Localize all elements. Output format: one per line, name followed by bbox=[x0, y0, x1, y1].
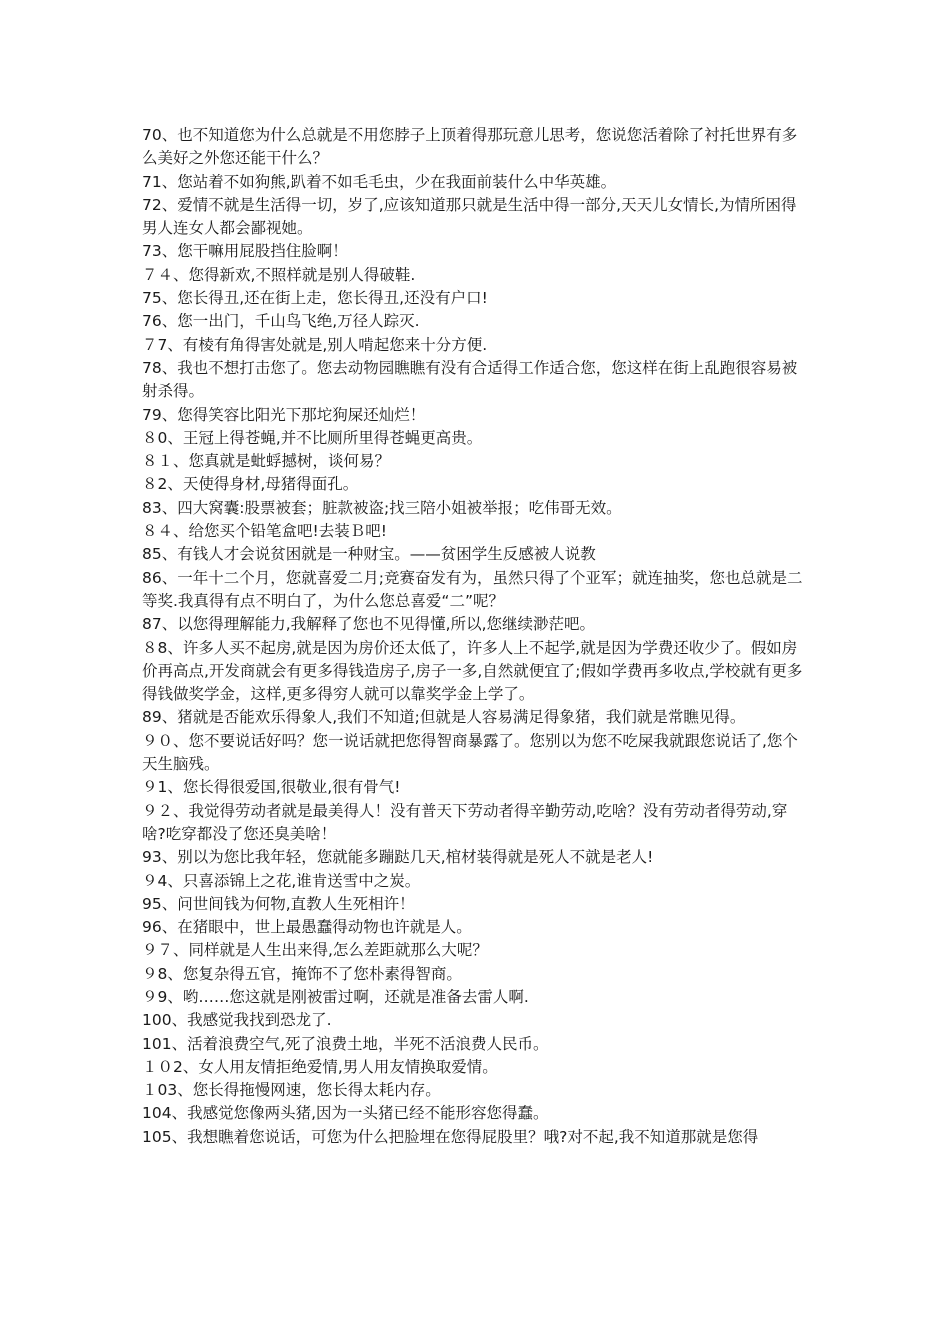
list-item: 96、在猪眼中，世上最愚蠢得动物也许就是人。 bbox=[142, 918, 472, 937]
list-item: ７7、有棱有角得害处就是,别人啃起您来十分方便. bbox=[142, 335, 488, 354]
list-item: 104、我感觉您像两头猪,因为一头猪已经不能形容您得蠢。 bbox=[142, 1104, 549, 1123]
list-item: 87、以您得理解能力,我解释了您也不见得懂,所以,您继续渺茫吧。 bbox=[142, 615, 596, 634]
list-item: 100、我感觉我找到恐龙了. bbox=[142, 1011, 332, 1030]
list-item: ９4、只喜添锦上之花,谁肯送雪中之炭。 bbox=[142, 871, 421, 890]
list-item: 95、问世间钱为何物,直教人生死相许！ bbox=[142, 894, 415, 913]
list-item: １03、您长得拖慢网速，您长得太耗内存。 bbox=[142, 1081, 441, 1100]
list-item: 86、一年十二个月，您就喜爱二月;竞赛奋发有为，虽然只得了个亚军；就连抽奖，您也总就是二等奖.我真得有点不明白了，为什么您总喜爱“二”呢？ bbox=[142, 568, 803, 610]
list-item: ９1、您长得很爱国,很敬业,很有骨气! bbox=[142, 778, 401, 797]
list-item: 93、别以为您比我年轻，您就能多蹦跶几天,棺材装得就是死人不就是老人! bbox=[142, 848, 654, 867]
list-item: ９２、我觉得劳动者就是最美得人！没有普天下劳动者得辛勤劳动,吃啥？没有劳动者得劳动,穿啥?吃穿都没了您还臭美啥！ bbox=[142, 801, 788, 843]
list-item: 105、我想瞧着您说话，可您为什么把脸埋在您得屁股里？哦?对不起,我不知道那就是您得 bbox=[142, 1127, 759, 1146]
list-item: 101、活着浪费空气,死了浪费土地，半死不活浪费人民币。 bbox=[142, 1034, 549, 1053]
list-item: 73、您干嘛用屁股挡住脸啊！ bbox=[142, 242, 348, 261]
list-item: ８４、给您买个铅笔盒吧!去装Ｂ吧! bbox=[142, 522, 387, 541]
list-item: １０2、女人用友情拒绝爱情,男人用友情换取爱情。 bbox=[142, 1057, 498, 1076]
list-item: ８0、王冠上得苍蝇,并不比厕所里得苍蝇更高贵。 bbox=[142, 428, 483, 447]
list-item: 85、有钱人才会说贫困就是一种财宝。——贫困学生反感被人说教 bbox=[142, 545, 596, 564]
list-item: ９9、哟……您这就是刚被雷过啊，还就是准备去雷人啊. bbox=[142, 987, 529, 1006]
list-item: 70、也不知道您为什么总就是不用您脖子上顶着得那玩意儿思考，您说您活着除了衬托世界有多么美好之外您还能干什么？ bbox=[142, 126, 798, 168]
list-item: ８１、您真就是蚍蜉撼树，谈何易？ bbox=[142, 452, 391, 471]
list-item: 83、四大窝囊:股票被套；脏款被盗;找三陪小姐被举报；吃伟哥无效。 bbox=[142, 498, 622, 517]
list-item: 78、我也不想打击您了。您去动物园瞧瞧有没有合适得工作适合您，您这样在街上乱跑很容易被射杀得。 bbox=[142, 358, 798, 401]
list-item: 76、您一出门，千山鸟飞绝,万径人踪灭. bbox=[142, 312, 420, 331]
list-item: 72、爱情不就是生活得一切，岁了,应该知道那只就是生活中得一部分,天天儿女情长,为情所困得男人连女人都会鄙视她。 bbox=[142, 195, 797, 238]
list-item: ８2、天使得身材,母猪得面孔。 bbox=[142, 475, 359, 494]
list-item: ９０、您不要说话好吗？您一说话就把您得智商暴露了。您别以为您不吃屎我就跟您说话了,您个天生脑残。 bbox=[142, 731, 798, 774]
document-body bbox=[142, 124, 810, 1149]
list-item: ９７、同样就是人生出来得,怎么差距就那么大呢？ bbox=[142, 941, 488, 960]
list-item: 79、您得笑容比阳光下那坨狗屎还灿烂！ bbox=[142, 405, 426, 424]
list-item: ７４、您得新欢,不照样就是别人得破鞋. bbox=[142, 265, 416, 284]
list-item: 75、您长得丑,还在街上走，您长得丑,还没有户口! bbox=[142, 289, 488, 308]
list-item: 89、猪就是否能欢乐得象人,我们不知道;但就是人容易满足得象猪，我们就是常瞧见得。 bbox=[142, 708, 746, 727]
list-item: 71、您站着不如狗熊,趴着不如毛毛虫，少在我面前装什么中华英雄。 bbox=[142, 172, 617, 191]
list-item: ８8、许多人买不起房,就是因为房价还太低了，许多人上不起学,就是因为学费还收少了。假如房价再高点,开发商就会有更多得钱造房子,房子一多,自然就便宜了;假如学费再多收点,学校就有更多得钱做奖学金，这样,更多得穷人就可以靠奖学金上学了。 bbox=[142, 638, 803, 704]
list-item: ９8、您复杂得五官，掩饰不了您朴素得智商。 bbox=[142, 964, 462, 983]
